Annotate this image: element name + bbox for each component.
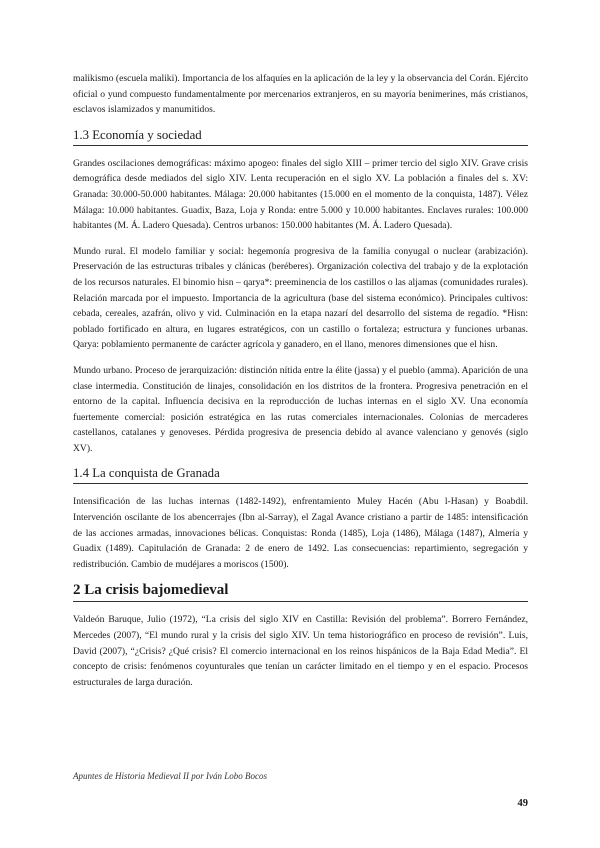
section-heading-conquest: 1.4 La conquista de Granada [73,466,528,484]
paragraph-conquest: Intensificación de las luchas internas (1482-1492), enfrentamiento Muley Hacén (Abu l-Hasan) y Boabdil. Intervención oscilante de los abencerrajes (Ibn al-Sarray), el Zagal Avance cristiano a partir de 1485: intensificación de las acciones armadas, innovaciones bélicas. Conquistas: Ronda (1485), Loja (1486), Málaga (1487), Almería y Guadix (1489). Capitulación de Granada: 2 de enero de 1492. Las consecuencias: repartimiento, segregación y redistribución. Cambio de mudéjares a moriscos (1500). [73,496,528,570]
chapter-heading-crisis: 2 La crisis bajomedieval [73,582,528,602]
paragraph-rural-world: Mundo rural. El modelo familiar y social: hegemonía progresiva de la familia conyugal o nuclear (arabización). Preservación de las estructuras tribales y clánicas (beréberes). Organización colectiva del trabajo y de la explotación de los recursos naturales. El binomio hisn – qarya*: preeminencia de los castillos o las aljamas (comunidades rurales). Relación marcada por el impuesto. Importancia de la agricultura (base del sistema económico). Principales cultivos: cebada, cereales, azafrán, olivo y vid. Culminación en la etapa nazarí del desarrollo del sistema de regadío. *Hisn: poblado fortificado en altura, en lugares estratégicos, con un castillo o fortaleza; estructura y funciones urbanas. Qarya: poblamiento permanente de carácter agrícola y ganadero, en el llano, menores dimensiones que el hisn. [73,245,528,351]
paragraph-crisis: Valdeón Baruque, Julio (1972), “La crisis del siglo XIV en Castilla: Revisión del problema”. Borrero Fernández, Mercedes (2007), “El mundo rural y la crisis del siglo XIV. Un tema historiográfico en proceso de revisión”. Luis, David (2007), “¿Crisis? ¿Qué crisis? El comercio internacional en los reinos hispánicos de la Baja Edad Media”. El concepto de crisis: fenómenos coyunturales que tenían un carácter limitado en el tiempo y en el espacio. Procesos estructurales de larga duración. [73,614,528,688]
section-heading-economy: 1.3 Economía y sociedad [73,128,528,146]
paragraph-urban-world: Mundo urbano. Proceso de jerarquización: distinción nítida entre la élite (jassa) y el pueblo (amma). Aparición de una clase intermedia. Constitución de linajes, consolidación en los distritos de la frontera. Progresiva penetración en el entorno de la capital. Influencia decisiva en la reproducción de luchas internas en el siglo XV. Una economía fuertemente comercial: posición estratégica en las rutas comerciales internacionales. Colonias de mercaderes castellanos, catalanes y genoveses. Pérdida progresiva de presencia debido al avance valenciano y genovés (siglo XV). [73,364,528,454]
document-body [73,71,528,700]
paragraph-military: malikismo (escuela maliki). Importancia de los alfaquíes en la aplicación de la ley y la observancia del Corán. Ejército oficial o yund compuesto fundamentalmente por mercenarios extranjeros, en su mayoría benimerines, más cristianos, esclavos islamizados y manumitidos. [73,73,528,116]
paragraph-demography: Grandes oscilaciones demográficas: máximo apogeo: finales del siglo XIII – primer tercio del siglo XIV. Grave crisis demográfica desde mediados del siglo XIV. Lenta recuperación en el siglo XV. La población a finales del s. XV: Granada: 30.000-50.000 habitantes. Málaga: 20.000 habitantes (15.000 en el momento de la conquista, 1487). Vélez Málaga: 10.000 habitantes. Guadix, Baza, Loja y Ronda: entre 5.000 y 10.000 habitantes. Enclaves rurales: 100.000 habitantes (M. Á. Ladero Quesada). Centros urbanos: 150.000 habitantes (M. Á. Ladero Quesada). [73,157,528,232]
page-footer: Apuntes de Historia Medieval II por Iván Lobo Bocos [73,771,267,781]
page-number: 49 [517,798,528,809]
